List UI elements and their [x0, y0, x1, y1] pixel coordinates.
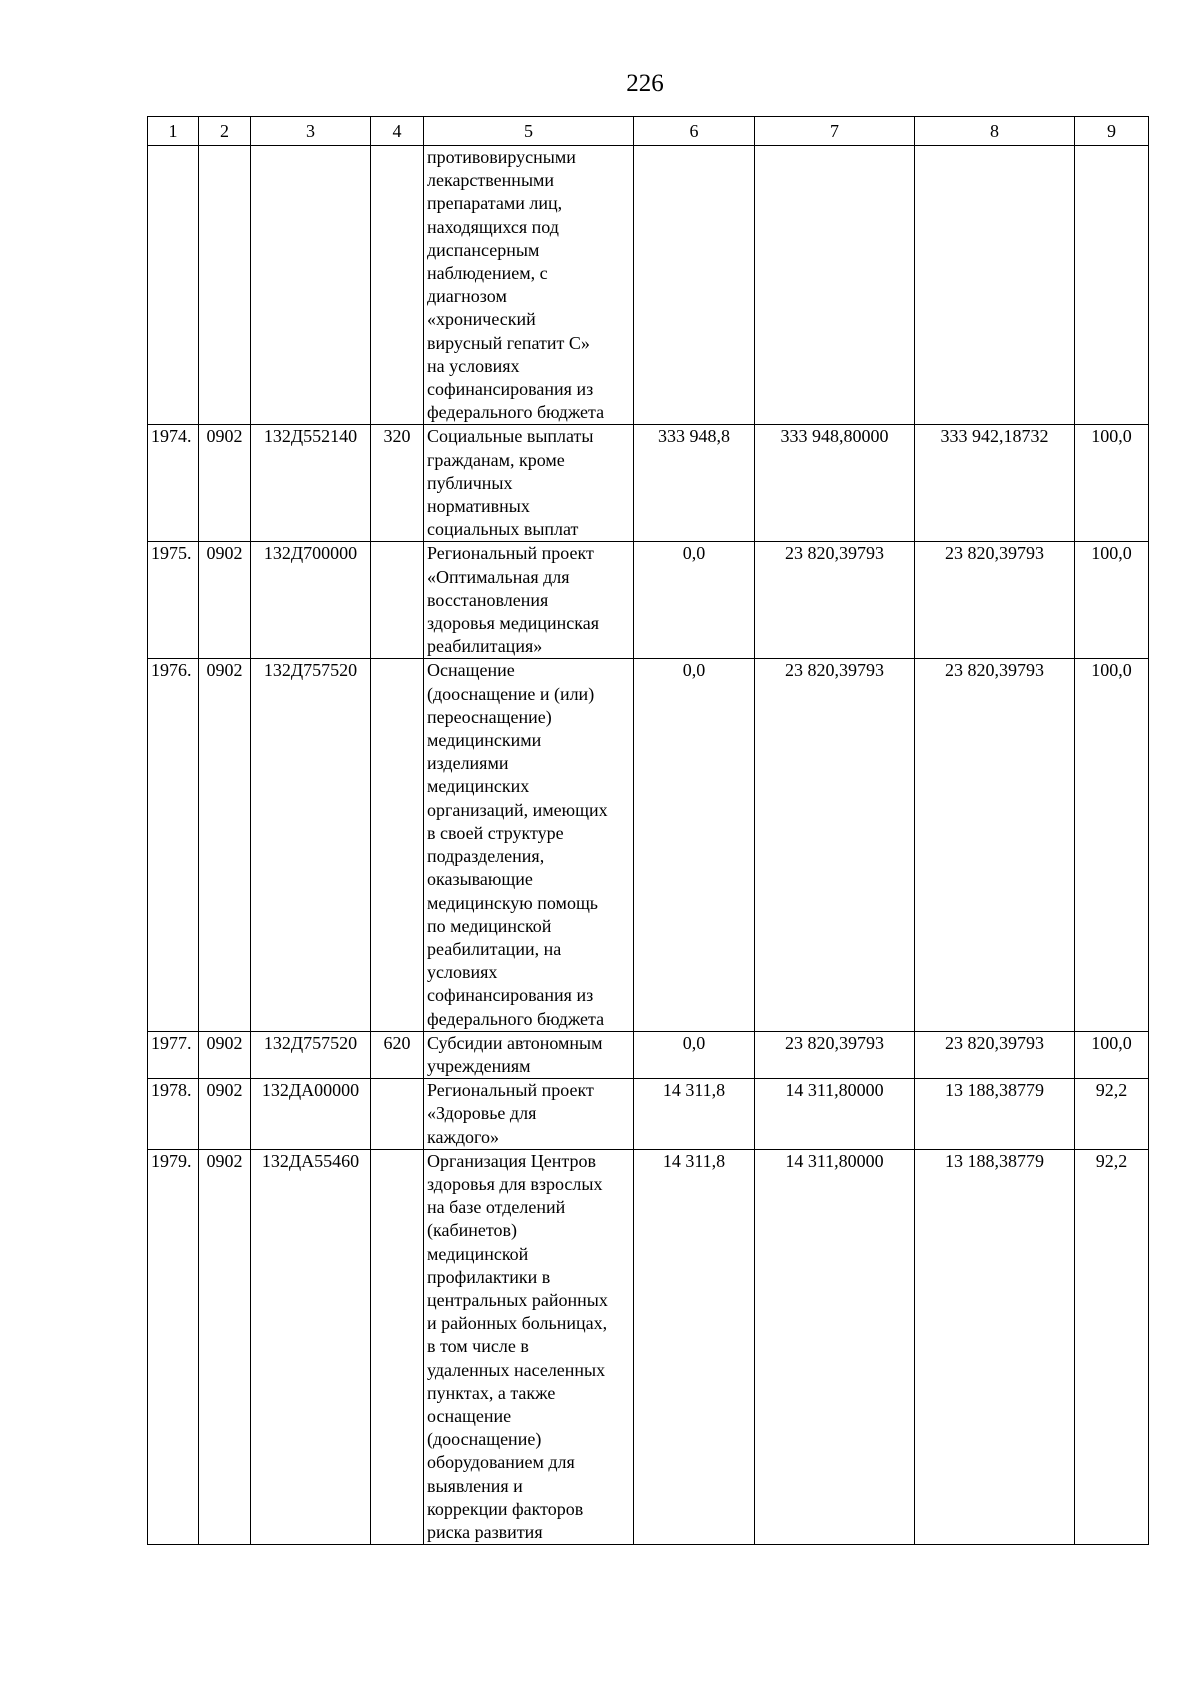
description-line: каждого»	[427, 1126, 499, 1147]
approved-amount-cell: 0,0	[634, 542, 755, 659]
description-line: на условиях	[427, 355, 520, 376]
description-line: «Здоровье для	[427, 1103, 537, 1124]
description-line: медицинской	[427, 1243, 529, 1264]
header-cell: 2	[199, 117, 251, 146]
description-line: восстановления	[427, 589, 549, 610]
percent-cell: 100,0	[1075, 1031, 1149, 1078]
description-line: медицинскими	[427, 730, 542, 751]
section-code-cell	[199, 146, 251, 425]
description-line: оборудованием для	[427, 1452, 575, 1473]
target-code-cell: 132Д757520	[251, 1031, 371, 1078]
expense-type-cell: 320	[371, 425, 424, 542]
header-cell: 5	[424, 117, 634, 146]
approved-amount-cell: 14 311,8	[634, 1079, 755, 1150]
executed-amount-cell	[915, 146, 1075, 425]
expense-type-cell	[371, 542, 424, 659]
description-line: нормативных	[427, 496, 530, 517]
description-cell	[424, 542, 634, 659]
description-line: (дооснащение)	[427, 1429, 542, 1450]
table-row	[148, 1079, 1149, 1150]
description-cell	[424, 425, 634, 542]
executed-amount-cell: 23 820,39793	[915, 1031, 1075, 1078]
description-line: здоровья медицинская	[427, 613, 599, 634]
table-row	[148, 1149, 1149, 1544]
description-line: организаций, имеющих	[427, 799, 608, 820]
description-line: реабилитации, на	[427, 938, 562, 959]
refined-amount-cell: 23 820,39793	[755, 659, 915, 1031]
header-cell: 3	[251, 117, 371, 146]
page-number: 226	[626, 70, 664, 97]
description-cell	[424, 1031, 634, 1078]
approved-amount-cell: 0,0	[634, 659, 755, 1031]
description-line: по медицинской	[427, 915, 552, 936]
expense-type-cell: 620	[371, 1031, 424, 1078]
description-line: (кабинетов)	[427, 1220, 517, 1241]
section-code-cell: 0902	[199, 1149, 251, 1544]
percent-cell: 100,0	[1075, 425, 1149, 542]
table-row	[148, 542, 1149, 659]
description-line: здоровья для взрослых	[427, 1173, 603, 1194]
section-code-cell: 0902	[199, 425, 251, 542]
executed-amount-cell: 13 188,38779	[915, 1079, 1075, 1150]
approved-amount-cell	[634, 146, 755, 425]
description-line: переоснащение)	[427, 706, 552, 727]
description-line: условиях	[427, 962, 498, 983]
description-line: медицинских	[427, 776, 530, 797]
description-line: Субсидии автономным	[427, 1032, 603, 1053]
target-code-cell: 132ДА00000	[251, 1079, 371, 1150]
refined-amount-cell: 23 820,39793	[755, 542, 915, 659]
percent-cell: 100,0	[1075, 542, 1149, 659]
description-line: противовирусными	[427, 147, 576, 167]
description-line: центральных районных	[427, 1289, 608, 1310]
table-row	[148, 425, 1149, 542]
description-line: подразделения,	[427, 846, 545, 867]
description-line: софинансирования из	[427, 379, 594, 400]
section-code-cell: 0902	[199, 1079, 251, 1150]
budget-table	[147, 116, 1149, 1545]
refined-amount-cell: 14 311,80000	[755, 1079, 915, 1150]
description-line: софинансирования из	[427, 985, 594, 1006]
table-row	[148, 659, 1149, 1031]
description-cell	[424, 659, 634, 1031]
row-number-cell: 1976.	[148, 659, 199, 1031]
description-line: федерального бюджета	[427, 1008, 605, 1029]
approved-amount-cell: 14 311,8	[634, 1149, 755, 1544]
refined-amount-cell: 333 948,80000	[755, 425, 915, 542]
percent-cell: 100,0	[1075, 659, 1149, 1031]
executed-amount-cell: 23 820,39793	[915, 542, 1075, 659]
percent-cell: 92,2	[1075, 1149, 1149, 1544]
refined-amount-cell: 23 820,39793	[755, 1031, 915, 1078]
description-line: (дооснащение и (или)	[427, 683, 595, 704]
description-line: препаратами лиц,	[427, 193, 563, 214]
header-cell: 4	[371, 117, 424, 146]
row-number-cell	[148, 146, 199, 425]
target-code-cell: 132Д700000	[251, 542, 371, 659]
target-code-cell	[251, 146, 371, 425]
section-code-cell: 0902	[199, 659, 251, 1031]
description-line: удаленных населенных	[427, 1359, 606, 1380]
target-code-cell: 132ДА55460	[251, 1149, 371, 1544]
description-cell	[424, 1149, 634, 1544]
section-code-cell: 0902	[199, 542, 251, 659]
description-line: публичных	[427, 472, 513, 493]
description-line: гражданам, кроме	[427, 449, 565, 470]
header-cell: 8	[915, 117, 1075, 146]
description-line: федерального бюджета	[427, 402, 605, 423]
executed-amount-cell: 333 942,18732	[915, 425, 1075, 542]
description-line: наблюдением, с	[427, 263, 548, 284]
description-line: в том числе в	[427, 1336, 529, 1357]
description-line: реабилитация»	[427, 636, 543, 657]
header-cell: 7	[755, 117, 915, 146]
executed-amount-cell: 23 820,39793	[915, 659, 1075, 1031]
refined-amount-cell: 14 311,80000	[755, 1149, 915, 1544]
description-line: диагнозом	[427, 286, 507, 307]
table-row	[148, 146, 1149, 425]
description-cell	[424, 1079, 634, 1150]
row-number-cell: 1979.	[148, 1149, 199, 1544]
description-line: «Оптимальная для	[427, 566, 570, 587]
description-line: и районных больницах,	[427, 1313, 608, 1334]
description-line: Оснащение	[427, 660, 515, 681]
description-line: оснащение	[427, 1405, 512, 1426]
header-cell: 1	[148, 117, 199, 146]
description-line: «хронический	[427, 309, 536, 330]
section-code-cell: 0902	[199, 1031, 251, 1078]
row-number-cell: 1977.	[148, 1031, 199, 1078]
refined-amount-cell	[755, 146, 915, 425]
description-line: Региональный проект	[427, 543, 594, 564]
row-number-cell: 1975.	[148, 542, 199, 659]
description-line: изделиями	[427, 753, 509, 774]
percent-cell: 92,2	[1075, 1079, 1149, 1150]
table-body	[148, 146, 1149, 1545]
description-line: Региональный проект	[427, 1080, 594, 1101]
description-line: социальных выплат	[427, 519, 579, 540]
header-cell: 6	[634, 117, 755, 146]
approved-amount-cell: 333 948,8	[634, 425, 755, 542]
row-number-cell: 1978.	[148, 1079, 199, 1150]
row-number-cell: 1974.	[148, 425, 199, 542]
target-code-cell: 132Д552140	[251, 425, 371, 542]
expense-type-cell	[371, 1079, 424, 1150]
executed-amount-cell: 13 188,38779	[915, 1149, 1075, 1544]
description-line: коррекции факторов	[427, 1498, 584, 1519]
description-line: Организация Центров	[427, 1150, 596, 1171]
description-cell	[424, 146, 634, 425]
percent-cell	[1075, 146, 1149, 425]
description-line: на базе отделений	[427, 1197, 566, 1218]
description-line: Социальные выплаты	[427, 426, 594, 447]
expense-type-cell	[371, 146, 424, 425]
description-line: пунктах, а также	[427, 1382, 556, 1403]
target-code-cell: 132Д757520	[251, 659, 371, 1031]
description-line: профилактики в	[427, 1266, 551, 1287]
description-line: риска развития	[427, 1521, 543, 1542]
description-line: вирусный гепатит С»	[427, 332, 590, 353]
header-cell: 9	[1075, 117, 1149, 146]
expense-type-cell	[371, 1149, 424, 1544]
description-line: медицинскую помощь	[427, 892, 599, 913]
table-row	[148, 1031, 1149, 1078]
description-line: оказывающие	[427, 869, 533, 890]
description-line: находящихся под	[427, 216, 559, 237]
description-line: в своей структуре	[427, 822, 564, 843]
expense-type-cell	[371, 659, 424, 1031]
description-line: выявления и	[427, 1475, 523, 1496]
description-line: учреждениям	[427, 1055, 531, 1076]
header-row	[148, 117, 1149, 146]
description-line: диспансерным	[427, 239, 540, 260]
description-line: лекарственными	[427, 170, 555, 191]
approved-amount-cell: 0,0	[634, 1031, 755, 1078]
